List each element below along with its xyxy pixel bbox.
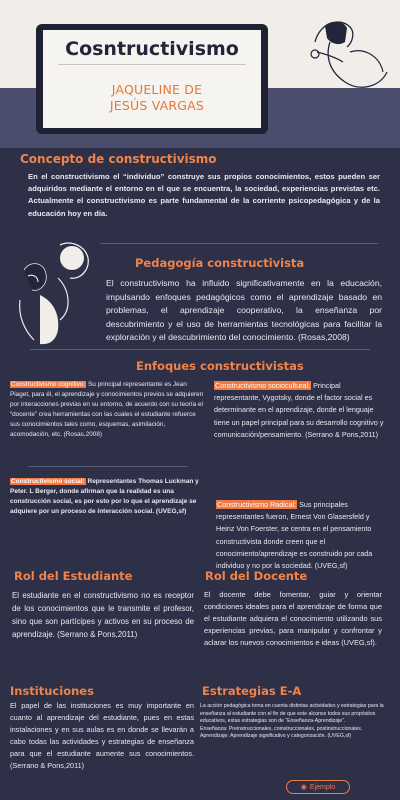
section-divider (100, 243, 378, 244)
sociocultural-label: Constructivismo sociocultural: (215, 381, 311, 390)
ejemplo-label: Ejemplo (309, 783, 336, 791)
pedagogia-heading: Pedagogía constructivista (135, 256, 305, 270)
rol-docente-text: El docente debe fomentar, guiar y orientar condiciones ideales para el aprendizaje de forma que el estudiante adquiera el conocimiento utilizando sus experiencias previas, para manipular y confrontar y aclarar los nuevos conocimientos e ideas (UVEG,sf). (204, 590, 382, 648)
title-divider (58, 64, 246, 65)
author-name (62, 82, 252, 114)
concepto-heading: Concepto de constructivismo (20, 152, 217, 166)
enfoque-cognitivo (10, 380, 204, 441)
concepto-text: En el constructivismo el “individuo” construye sus propios conocimientos, estos pueden ser adquiridos mediante el entorno en el que se encuentra, la sociedad, experiencias previstas etc. Actualmente el constructivismo es parte fundamental de la corriente psicopedagógica y de la educación hoy en día. (28, 172, 380, 218)
instituciones-heading: Instituciones (10, 684, 94, 698)
cognitivo-label: Constructivismo cognitivo: (11, 381, 86, 388)
enfoques-heading: Enfoques constructivistas (136, 359, 304, 373)
ejemplo-button[interactable] (286, 780, 350, 794)
author-line-2: JESÚS VARGAS (109, 98, 205, 113)
person-illustration-top (295, 12, 390, 97)
enfoque-social (10, 477, 206, 517)
instituciones-text: El papel de las instituciones es muy importante en cuanto al aprendizaje del estudiante, pues en estas instalaciones y en sus aulas es en donde se llevarán a cabo todas las actividades y estrategias de enseñanza para que el estudiante aumente sus conocimientos. (Serrano & Pons,2011) (10, 701, 194, 770)
author-line-1: JAQUELINE DE (111, 82, 203, 97)
person-illustration-mid (10, 240, 100, 350)
radical-label: Constructivismo Radical: (217, 500, 297, 509)
estrategias-text (200, 703, 390, 741)
social-text: Representantes Thomas Luckman y Peter. L Berger, donde afirman que la realidad es una construcción social, es por esto por lo que el aprendizaje se adquiere por un proceso de interacción social. (UVEG,sf) (10, 478, 199, 516)
cognitivo-text: Su principal representante es Jean Piaget, para él, el aprendizaje y conocimientos previos se adquieren por interacciones previas en su entorno, de acuerdo con su teoría el “docente” crea herramientas con las cuales el estudiante refuerce sus conocimientos tales como, esquemas, asimilación, acomodación, etc. (Rosas,2008) (10, 381, 204, 439)
estrategias-line-1: La acción pedagógica toma en cuenta distintas actividades y estrategias para la enseñanza al estudiante con el fin de que este alcance todos sus propósitos educativos, estas estrategias son de “Enseñanza-Aprendizaje”. (200, 703, 384, 725)
radical-text: Sus principales representantes fueron, Ernest Von Glasersfeld y Heinz Von Foerster, se centra en el pensamiento constructivista donde creen que el conocimiento/aprendizaje es construido por cada individuo y no por la sociedad. (UVEG,sf) (216, 500, 373, 571)
eye-icon: ◉ (300, 784, 307, 791)
pedagogia-text: El constructivismo ha influido significativamente en la educación, impulsando enfoques pedagógicos como el aprendizaje basado en problemas, el aprendizaje cooperativo, la enseñanza por descubrimiento y el uso de herramientas tecnológicas para facilitar la exploración y el descubrimiento del conocimiento. (Rosas,2008) (106, 278, 382, 343)
estrategias-line-3: Aprendizaje: Aprendizaje significativo y categorización. (UVEG,sf) (200, 733, 352, 740)
page-title: Cosntructivismo (65, 38, 239, 60)
section-divider (30, 349, 370, 350)
sociocultural-text: Principal representante, Vygotsky, donde el factor social es determinante en el aprendizaje, donde el lenguaje tiene un papel principal para su desarrollo cognitivo y comunicación/pensamiento. (Serrano & Pons,2011) (214, 381, 384, 439)
rol-estudiante-heading: Rol del Estudiante (14, 569, 133, 583)
rol-docente-heading: Rol del Docente (205, 569, 308, 583)
enfoque-radical (216, 499, 382, 572)
enfoque-sociocultural (214, 380, 384, 441)
estrategias-line-2: Enseñanza: Preinstruccionales, coinstruccionales, postinstruccionales. (200, 725, 363, 732)
social-label: Constructivismo social: (11, 478, 85, 485)
rol-estudiante-text: El estudiante en el constructivismo no es receptor de los conocimientos que le transmite el profesor, sino que son partícipes y activos en su proceso de aprendizaje. (Serrano & Pons,2011) (12, 591, 194, 639)
estrategias-heading: Estrategias E-A (202, 684, 302, 698)
enfoque-divider (28, 466, 188, 467)
